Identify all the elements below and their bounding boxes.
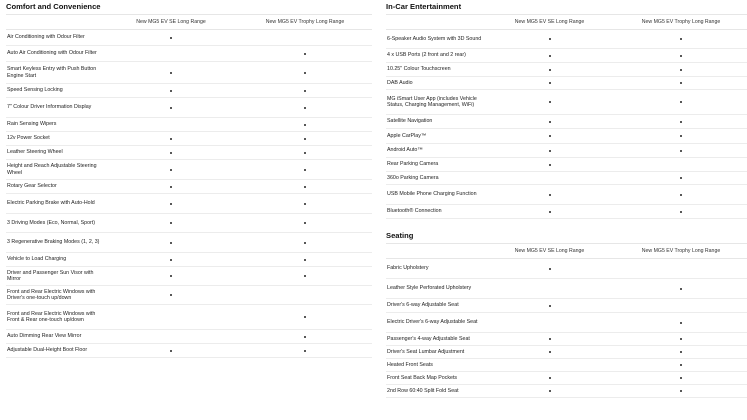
feature-label: Vehicle to Load Charging	[7, 256, 67, 263]
not-available-blank	[170, 53, 172, 55]
entertainment-table-header	[386, 14, 747, 30]
feature-label: 10.25" Colour Touchscreen	[387, 66, 451, 73]
standard-bullet-icon	[304, 259, 306, 261]
trophy-availability-cell	[615, 38, 747, 40]
table-row	[6, 30, 372, 46]
table-row	[386, 129, 747, 144]
not-available-blank	[549, 364, 551, 366]
feature-label: Heated Front Seats	[387, 361, 433, 368]
standard-bullet-icon	[680, 82, 682, 84]
table-row	[6, 233, 372, 253]
trophy-availability-cell	[615, 268, 747, 270]
trophy-availability-cell	[615, 135, 747, 137]
se-availability-cell	[104, 350, 238, 352]
se-column-header: New MG5 EV SE Long Range	[514, 248, 585, 254]
table-row	[6, 118, 372, 132]
feature-label: Leather Style Perforated Upholstery	[387, 285, 472, 292]
not-available-blank	[549, 177, 551, 179]
trophy-availability-cell	[615, 288, 747, 290]
feature-label: Adjustable Dual-Height Boot Floor	[7, 347, 88, 354]
standard-bullet-icon	[680, 121, 682, 123]
feature-label: Fabric Upholstery	[387, 265, 429, 272]
trophy-availability-cell	[238, 124, 372, 126]
feature-header	[386, 244, 484, 258]
trophy-availability-cell	[238, 350, 372, 352]
table-row	[6, 46, 372, 62]
feature-label: 7" Colour Driver Information Display	[7, 104, 92, 111]
standard-bullet-icon	[549, 150, 551, 152]
standard-bullet-icon	[170, 72, 172, 74]
feature-label: Driver and Passenger Sun Visor with Mirror	[7, 269, 94, 282]
se-availability-cell	[484, 177, 615, 179]
not-available-blank	[170, 336, 172, 338]
entertainment-and-seating	[386, 0, 747, 398]
trophy-availability-cell	[615, 121, 747, 123]
table-row	[386, 346, 747, 359]
se-availability-cell	[104, 90, 238, 92]
not-available-blank	[680, 305, 682, 307]
standard-bullet-icon	[304, 107, 306, 109]
standard-bullet-icon	[680, 69, 682, 71]
standard-bullet-icon	[680, 377, 682, 379]
standard-bullet-icon	[304, 138, 306, 140]
feature-label: 360o Parking Camera	[387, 174, 439, 181]
se-availability-cell	[104, 53, 238, 55]
standard-bullet-icon	[680, 194, 682, 196]
standard-bullet-icon	[304, 72, 306, 74]
feature-label: Height and Reach Adjustable Steering Wheel	[7, 163, 97, 176]
feature-label: Leather Steering Wheel	[7, 149, 63, 156]
trophy-availability-cell	[238, 90, 372, 92]
trophy-column-header: New MG5 EV Trophy Long Range	[641, 248, 721, 254]
se-availability-cell	[484, 351, 615, 353]
se-availability-cell	[104, 72, 238, 74]
standard-bullet-icon	[680, 211, 682, 213]
standard-bullet-icon	[549, 55, 551, 57]
standard-bullet-icon	[549, 101, 551, 103]
table-row	[386, 172, 747, 185]
se-availability-cell	[484, 305, 615, 307]
standard-bullet-icon	[680, 322, 682, 324]
feature-label: USB Mobile Phone Charging Function	[387, 191, 477, 198]
standard-bullet-icon	[680, 364, 682, 366]
se-availability-cell	[104, 107, 238, 109]
se-availability-cell	[104, 336, 238, 338]
trophy-availability-cell	[238, 203, 372, 205]
trophy-availability-cell	[238, 138, 372, 140]
trophy-availability-cell	[238, 53, 372, 55]
standard-bullet-icon	[170, 350, 172, 352]
comfort-table-body	[6, 30, 372, 358]
not-available-blank	[549, 288, 551, 290]
se-availability-cell	[104, 169, 238, 171]
table-row	[6, 267, 372, 286]
standard-bullet-icon	[680, 177, 682, 179]
table-row	[386, 385, 747, 398]
standard-bullet-icon	[680, 351, 682, 353]
trophy-availability-cell	[238, 242, 372, 244]
feature-header	[6, 15, 104, 29]
feature-label: Electric Driver's 6-way Adjustable Seat	[387, 319, 478, 326]
table-row	[386, 333, 747, 346]
se-availability-cell	[484, 69, 615, 71]
se-availability-cell	[104, 275, 238, 277]
trophy-availability-cell	[238, 37, 372, 39]
trophy-availability-cell	[615, 164, 747, 166]
table-row	[386, 144, 747, 158]
feature-label: 2nd Row 60:40 Split Fold Seat	[387, 387, 459, 394]
se-availability-cell	[484, 194, 615, 196]
se-availability-cell	[104, 294, 238, 296]
trophy-availability-cell	[615, 150, 747, 152]
not-available-blank	[680, 164, 682, 166]
table-row	[6, 253, 372, 267]
feature-label: Rotary Gear Selector	[7, 183, 57, 190]
standard-bullet-icon	[680, 390, 682, 392]
standard-bullet-icon	[304, 186, 306, 188]
se-availability-cell	[484, 390, 615, 392]
se-column-header: New MG5 EV SE Long Range	[514, 19, 585, 25]
table-row	[6, 344, 372, 358]
trophy-availability-cell	[238, 259, 372, 261]
standard-bullet-icon	[170, 222, 172, 224]
standard-bullet-icon	[304, 169, 306, 171]
standard-bullet-icon	[304, 152, 306, 154]
standard-bullet-icon	[680, 38, 682, 40]
standard-bullet-icon	[304, 124, 306, 126]
trophy-availability-cell	[615, 390, 747, 392]
trophy-availability-cell	[615, 351, 747, 353]
trophy-availability-cell	[615, 338, 747, 340]
standard-bullet-icon	[680, 288, 682, 290]
standard-bullet-icon	[549, 338, 551, 340]
comfort-section	[6, 0, 372, 358]
table-row	[6, 194, 372, 214]
trophy-availability-cell	[615, 211, 747, 213]
trophy-availability-cell	[615, 177, 747, 179]
trophy-availability-cell	[238, 72, 372, 74]
se-availability-cell	[104, 316, 238, 318]
comfort-title: Comfort and Convenience	[6, 2, 101, 11]
standard-bullet-icon	[549, 69, 551, 71]
table-row	[386, 63, 747, 77]
standard-bullet-icon	[170, 107, 172, 109]
trophy-availability-cell	[615, 101, 747, 103]
trophy-availability-cell	[238, 152, 372, 154]
se-availability-cell	[104, 186, 238, 188]
table-row	[386, 313, 747, 333]
table-row	[386, 158, 747, 172]
se-availability-cell	[484, 101, 615, 103]
se-availability-cell	[484, 55, 615, 57]
feature-label: Electric Parking Brake with Auto-Hold	[7, 200, 95, 207]
se-availability-cell	[484, 288, 615, 290]
feature-label: Smart Keyless Entry with Push Button Engine Start	[7, 66, 97, 79]
standard-bullet-icon	[304, 90, 306, 92]
standard-bullet-icon	[170, 186, 172, 188]
feature-label: 4 x USB Ports (2 front and 2 rear)	[387, 52, 466, 59]
standard-bullet-icon	[549, 164, 551, 166]
trophy-availability-cell	[615, 82, 747, 84]
se-availability-cell	[484, 150, 615, 152]
table-row	[6, 305, 372, 330]
table-row	[6, 146, 372, 160]
table-row	[386, 259, 747, 279]
trophy-availability-cell	[238, 107, 372, 109]
standard-bullet-icon	[549, 135, 551, 137]
feature-header	[386, 15, 484, 29]
comfort-table-header	[6, 14, 372, 30]
feature-label: Passenger's 4-way Adjustable Seat	[387, 335, 470, 342]
trophy-column-header: New MG5 EV Trophy Long Range	[641, 19, 721, 25]
standard-bullet-icon	[170, 90, 172, 92]
table-row	[386, 359, 747, 372]
table-row	[6, 286, 372, 305]
table-row	[6, 180, 372, 194]
standard-bullet-icon	[549, 305, 551, 307]
standard-bullet-icon	[170, 203, 172, 205]
table-row	[386, 372, 747, 385]
standard-bullet-icon	[304, 222, 306, 224]
standard-bullet-icon	[304, 53, 306, 55]
table-row	[6, 330, 372, 344]
trophy-availability-cell	[238, 336, 372, 338]
feature-label: 6-Speaker Audio System with 3D Sound	[387, 35, 482, 42]
standard-bullet-icon	[680, 135, 682, 137]
se-availability-cell	[104, 242, 238, 244]
se-availability-cell	[104, 37, 238, 39]
feature-label: DAB Audio	[387, 79, 413, 86]
feature-label: Android Auto™	[387, 147, 423, 154]
feature-label: Auto Air Conditioning with Odour Filter	[7, 50, 97, 57]
feature-label: Bluetooth® Connection	[387, 208, 442, 215]
feature-label: MG iSmart User App (includes Vehicle Status, Charging Management, WiFi)	[387, 95, 477, 108]
standard-bullet-icon	[549, 38, 551, 40]
standard-bullet-icon	[549, 268, 551, 270]
table-row	[386, 90, 747, 115]
section-gap	[386, 219, 747, 229]
not-available-blank	[549, 322, 551, 324]
feature-label: 12v Power Socket	[7, 135, 50, 142]
trophy-availability-cell	[615, 377, 747, 379]
standard-bullet-icon	[680, 55, 682, 57]
table-row	[6, 132, 372, 146]
not-available-blank	[680, 268, 682, 270]
feature-label: Auto Dimming Rear View Mirror	[7, 333, 82, 340]
trophy-availability-cell	[615, 194, 747, 196]
feature-label: Front Seat Back Map Pockets	[387, 374, 458, 381]
table-row	[6, 214, 372, 233]
entertainment-table-body	[386, 30, 747, 219]
standard-bullet-icon	[170, 294, 172, 296]
table-row	[386, 115, 747, 129]
standard-bullet-icon	[170, 138, 172, 140]
se-availability-cell	[104, 222, 238, 224]
trophy-availability-cell	[238, 169, 372, 171]
trophy-availability-cell	[615, 322, 747, 324]
trophy-availability-cell	[238, 275, 372, 277]
se-availability-cell	[104, 138, 238, 140]
se-availability-cell	[484, 135, 615, 137]
not-available-blank	[304, 37, 306, 39]
standard-bullet-icon	[549, 211, 551, 213]
standard-bullet-icon	[680, 338, 682, 340]
standard-bullet-icon	[549, 82, 551, 84]
se-availability-cell	[484, 38, 615, 40]
standard-bullet-icon	[680, 150, 682, 152]
feature-label: Apple CarPlay™	[387, 132, 427, 139]
feature-label: 3 Regenerative Braking Modes (1, 2, 3)	[7, 239, 100, 246]
standard-bullet-icon	[304, 316, 306, 318]
trophy-availability-cell	[238, 222, 372, 224]
se-column-header: New MG5 EV SE Long Range	[136, 19, 206, 25]
standard-bullet-icon	[170, 242, 172, 244]
feature-label: Driver's Seat Lumbar Adjustment	[387, 348, 465, 355]
standard-bullet-icon	[304, 203, 306, 205]
feature-label: 3 Driving Modes (Eco, Normal, Sport)	[7, 219, 96, 226]
standard-bullet-icon	[304, 350, 306, 352]
table-row	[6, 84, 372, 98]
feature-label: Air Conditioning with Odour Filter	[7, 34, 85, 41]
table-row	[386, 299, 747, 313]
feature-label: Rear Parking Camera	[387, 161, 439, 168]
seating-title: Seating	[386, 231, 414, 240]
se-availability-cell	[484, 211, 615, 213]
table-row	[386, 49, 747, 63]
standard-bullet-icon	[170, 152, 172, 154]
table-row	[6, 98, 372, 118]
feature-label: Driver's 6-way Adjustable Seat	[387, 302, 459, 309]
entertainment-title: In-Car Entertainment	[386, 2, 462, 11]
standard-bullet-icon	[304, 336, 306, 338]
se-availability-cell	[104, 124, 238, 126]
table-row	[386, 77, 747, 90]
se-availability-cell	[104, 152, 238, 154]
standard-bullet-icon	[549, 194, 551, 196]
se-availability-cell	[484, 164, 615, 166]
trophy-availability-cell	[238, 294, 372, 296]
standard-bullet-icon	[304, 275, 306, 277]
se-availability-cell	[484, 121, 615, 123]
feature-label: Rain Sensing Wipers	[7, 121, 57, 128]
se-availability-cell	[484, 338, 615, 340]
trophy-availability-cell	[615, 69, 747, 71]
trophy-availability-cell	[238, 316, 372, 318]
se-availability-cell	[484, 364, 615, 366]
standard-bullet-icon	[549, 351, 551, 353]
not-available-blank	[170, 124, 172, 126]
table-row	[6, 160, 372, 180]
standard-bullet-icon	[170, 275, 172, 277]
standard-bullet-icon	[549, 377, 551, 379]
se-availability-cell	[104, 203, 238, 205]
feature-label: Front and Rear Electric Windows with Front & Rear one-touch up/down	[7, 310, 96, 323]
se-availability-cell	[484, 322, 615, 324]
standard-bullet-icon	[170, 169, 172, 171]
trophy-availability-cell	[615, 305, 747, 307]
standard-bullet-icon	[549, 121, 551, 123]
table-row	[386, 185, 747, 205]
table-row	[386, 205, 747, 219]
se-availability-cell	[104, 259, 238, 261]
standard-bullet-icon	[170, 259, 172, 261]
trophy-availability-cell	[615, 364, 747, 366]
not-available-blank	[170, 316, 172, 318]
trophy-availability-cell	[615, 55, 747, 57]
se-availability-cell	[484, 82, 615, 84]
trophy-column-header: New MG5 EV Trophy Long Range	[265, 19, 345, 25]
table-row	[6, 62, 372, 84]
standard-bullet-icon	[170, 37, 172, 39]
standard-bullet-icon	[549, 390, 551, 392]
standard-bullet-icon	[304, 242, 306, 244]
table-row	[386, 279, 747, 299]
se-availability-cell	[484, 268, 615, 270]
seating-table-header	[386, 243, 747, 259]
feature-label: Front and Rear Electric Windows with Driver's one-touch up/down	[7, 288, 96, 301]
feature-label: Speed Sensing Locking	[7, 87, 63, 94]
standard-bullet-icon	[680, 101, 682, 103]
not-available-blank	[304, 294, 306, 296]
feature-label: Satellite Navigation	[387, 118, 433, 125]
seating-table-body	[386, 259, 747, 398]
table-row	[386, 30, 747, 49]
se-availability-cell	[484, 377, 615, 379]
trophy-availability-cell	[238, 186, 372, 188]
